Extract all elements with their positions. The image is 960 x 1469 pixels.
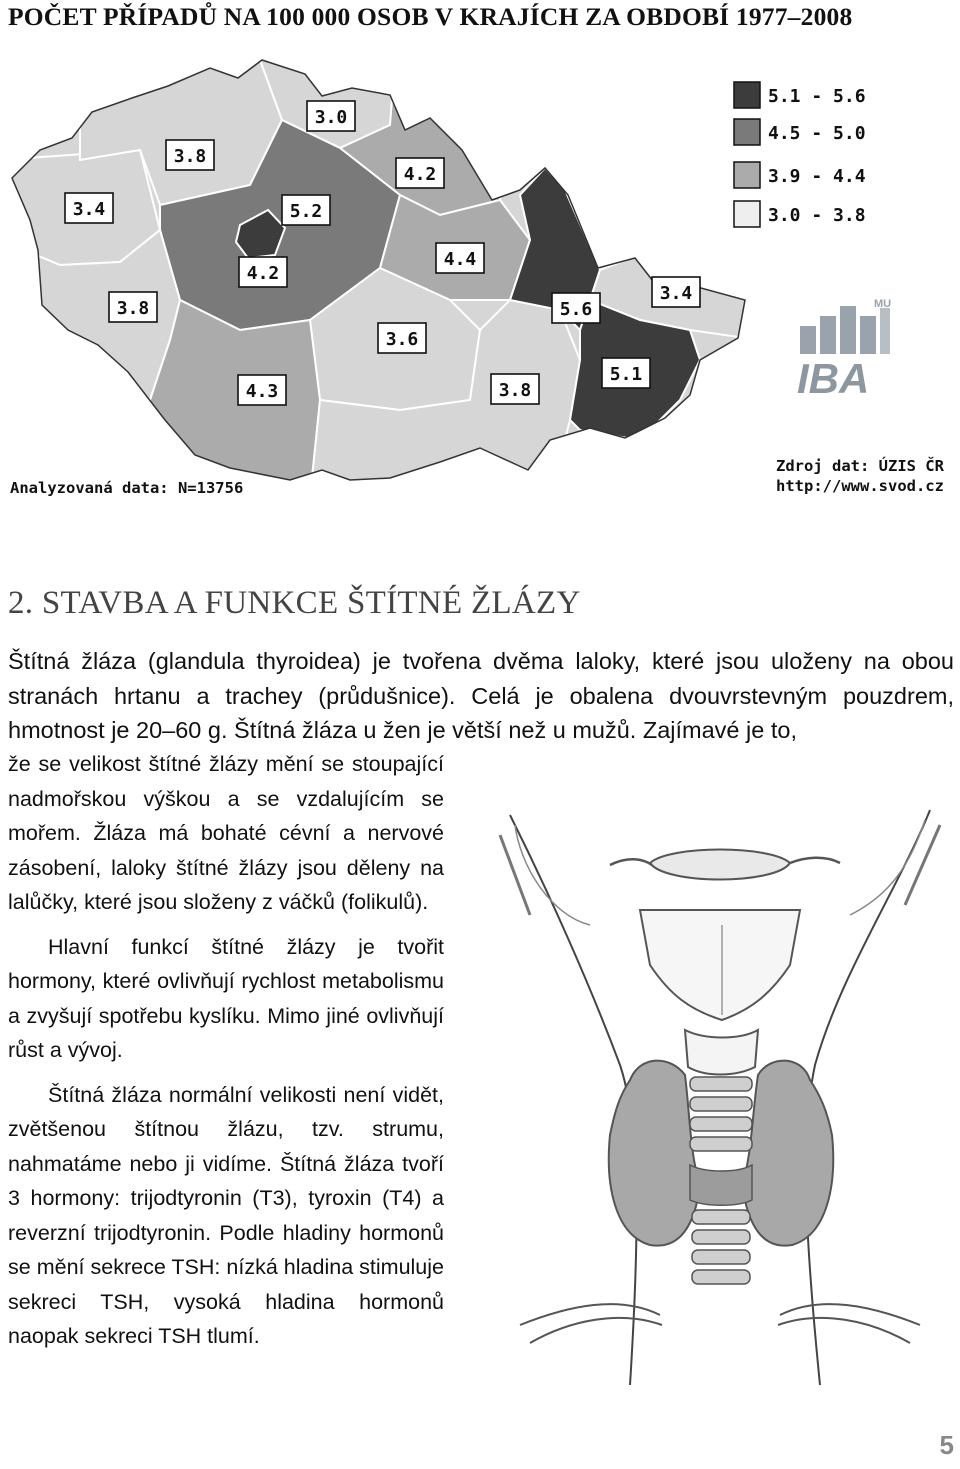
- paragraph: že se velikost štítné žlázy mění se stoupající nadmořskou výškou a se vzdalujícím se mořem. Žláza má bohaté cévní a nervové zásobení, laloky štítné žlázy jsou děleny na lalůčky, které jsou složeny z váčků (folikulů).: [8, 752, 444, 914]
- page-number: 5: [939, 1430, 954, 1460]
- region-label: [65, 193, 113, 223]
- region-label: [378, 323, 426, 353]
- svg-text:4.4: 4.4: [443, 249, 477, 270]
- region-label: [491, 374, 539, 404]
- svg-text:3.6: 3.6: [385, 329, 419, 350]
- region-label: [282, 195, 330, 225]
- region-map: [0, 48, 960, 498]
- thyroid-left-lobe: [609, 1061, 700, 1246]
- svg-text:4.2: 4.2: [403, 164, 437, 185]
- region-label: [307, 101, 355, 131]
- svg-text:3.8: 3.8: [498, 380, 532, 401]
- svg-text:3.8: 3.8: [116, 298, 150, 319]
- svg-text:3.9 - 4.4: 3.9 - 4.4: [768, 166, 866, 187]
- svg-text:MU: MU: [874, 298, 892, 310]
- section-title: 2. STAVBA A FUNKCE ŠTÍTNÉ ŽLÁZY: [8, 585, 581, 621]
- region-label: [166, 140, 214, 170]
- svg-text:4.2: 4.2: [246, 263, 280, 284]
- svg-text:3.0 - 3.8: 3.0 - 3.8: [768, 205, 866, 226]
- analyzed-data-note: Analyzovaná data: N=13756: [10, 479, 244, 497]
- region-label: [238, 375, 286, 405]
- clavicles: [520, 1304, 920, 1343]
- svg-text:4.5 - 5.0: 4.5 - 5.0: [768, 123, 866, 144]
- svg-text:3.4: 3.4: [659, 283, 693, 304]
- legend-item: [734, 82, 866, 108]
- region-label: [109, 292, 157, 322]
- source-note: Zdroj dat: ÚZIS ČR: [776, 457, 944, 475]
- svg-text:3.0: 3.0: [314, 107, 348, 128]
- region-label: [396, 158, 444, 188]
- svg-text:4.3: 4.3: [245, 381, 279, 402]
- paragraph: Hlavní funkcí štítné žlázy je tvořit hormony, které ovlivňují rychlost metabolismu a zvyšují spotřebu kyslíku. Mimo jiné ovlivňují růst a vývoj.: [8, 934, 444, 1062]
- map-title: POČET PŘÍPADŮ NA 100 000 OSOB V KRAJÍCH ZA OBDOBÍ 1977–2008: [8, 2, 853, 31]
- legend-item: [734, 162, 866, 188]
- region-label: [239, 257, 287, 287]
- map-legend: [734, 82, 866, 227]
- thyroid-isthmus: [690, 1165, 752, 1205]
- svg-text:IBA: IBA: [797, 355, 870, 402]
- region-label: [602, 358, 650, 388]
- svg-text:3.4: 3.4: [72, 199, 106, 220]
- text-column: [8, 747, 444, 1354]
- thyroid-illustration: [490, 805, 950, 1395]
- svg-text:5.6: 5.6: [559, 299, 593, 320]
- svg-text:3.8: 3.8: [173, 146, 207, 167]
- thyroid-right-lobe: [742, 1061, 833, 1246]
- svg-text:5.1 - 5.6: 5.1 - 5.6: [768, 86, 866, 107]
- region-label: [436, 243, 484, 273]
- region-label: [552, 293, 600, 323]
- iba-logo: [797, 298, 891, 402]
- svg-text:5.1: 5.1: [609, 364, 643, 385]
- paragraph: Štítná žláza normální velikosti není vidět, zvětšenou štítnou žlázu, tzv. strumu, nahmatáme nebo ji vidíme. Štítná žláza tvoří 3 hormony: trijodtyronin (T3), tyroxin (T4) a reverzní trijodtyronin. Podle hladiny hormonů se mění sekrece TSH: nízká hladina stimuluje sekreci TSH, vysoká hladina hormonů naopak sekreci TSH tlumí.: [8, 1082, 444, 1348]
- source-url: http://www.svod.cz: [776, 477, 944, 495]
- legend-item: [734, 119, 866, 145]
- region-label: [652, 277, 700, 307]
- svg-text:5.2: 5.2: [289, 201, 323, 222]
- legend-item: [734, 201, 866, 227]
- intro-paragraph: Štítná žláza (glandula thyroidea) je tvořena dvěma laloky, které jsou uloženy na obou stranách hrtanu a trachey (průdušnice). Celá je obalena dvouvrstevným pouzdrem, hmotnost je 20–60 g. Štítná žláza u žen je větší než u mužů. Zajímavé je to,: [8, 648, 954, 743]
